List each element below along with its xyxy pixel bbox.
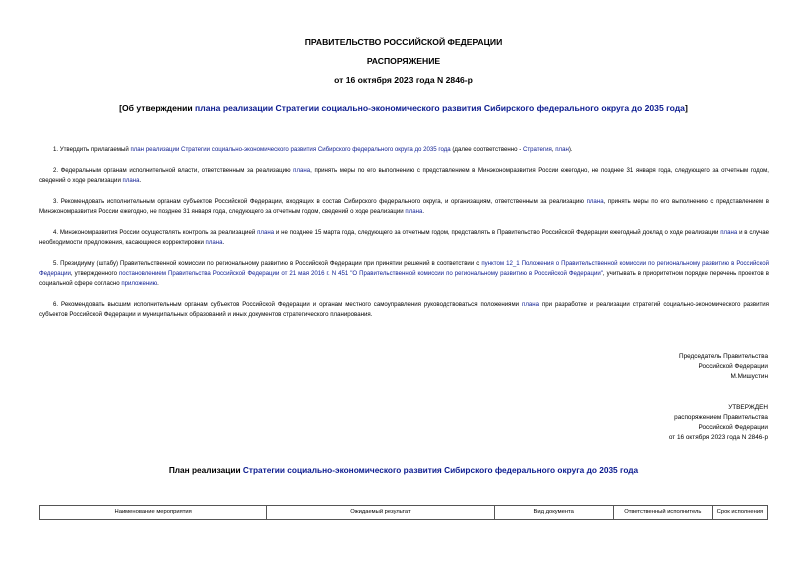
paragraph-5 [39, 259, 769, 289]
column-header-expected-result: Ожидаемый результат [267, 506, 494, 520]
text: , учитывать в приоритетном порядке перечень проектов в социальной сфере согласно [39, 270, 770, 287]
plan-title-prefix: План реализации [168, 465, 243, 475]
text: , принять меры по его выполнению с представлением в Минэкономразвития России ежегодно, не позднее 31 января года, следующего за отчетным годом, сведений о ходе реализации [39, 198, 769, 215]
resolution-link[interactable]: постановлением Правительства Российской Федерации от 21 мая 2016 г. N 451 "О Правительственной комиссии по региональному развитию в Российской Федерации" [119, 270, 603, 277]
document-date-number: от 16 октября 2023 года N 2846-р [334, 75, 473, 85]
text: и не позднее 15 марта года, следующего за отчетным годом, представлять в Правительство Российской Федерации ежегодный доклад о ходе реализации [274, 229, 721, 236]
text: 4. Минэкономразвития России осуществлять контроль за реализацией [53, 229, 258, 236]
paragraph-4 [39, 228, 769, 248]
plan-title-strategy-link[interactable]: Стратегии социально-экономического развития Сибирского федерального округа до 2035 года [242, 465, 639, 475]
table-header-row [40, 506, 768, 520]
document-type-heading: РАСПОРЯЖЕНИЕ [366, 56, 441, 66]
plan-link[interactable]: плана [586, 198, 604, 205]
text: 1. Утвердить прилагаемый [53, 146, 131, 153]
plan-link[interactable]: плана [257, 229, 275, 236]
column-header-activity: Наименование мероприятия [40, 506, 267, 520]
text: при разработке и реализации стратегий социально-экономического развития субъектов Российской Федерации и муниципальных образований и иных документов стратегического планирования. [39, 301, 769, 318]
approved-by: распоряжением Правительства [674, 414, 768, 421]
signature-organization: Российской Федерации [698, 363, 768, 370]
text: (далее соответственно - [450, 146, 523, 153]
paragraph-1 [39, 145, 769, 155]
plan-link[interactable]: плана [522, 301, 540, 308]
approved-label: УТВЕРЖДЕН [728, 404, 768, 411]
text: 2. Федеральным органам исполнительной власти, ответственным за реализацию [53, 167, 294, 174]
title-plan-link[interactable]: плана реализации Стратегии социально-экономического развития Сибирского федерального округа до 2035 года [195, 103, 685, 113]
text: . [422, 208, 425, 215]
text: . [157, 280, 159, 287]
paragraph-2 [39, 166, 769, 186]
text: и в случае необходимости предложения, касающиеся корректировки [39, 229, 769, 246]
paragraph-6 [39, 300, 769, 320]
text: , принять меры по его выполнению с представлением в Минэкономразвития России ежегодно, не позднее 31 января года, следующего за отчетным годом, сведений о ходе реализации [39, 167, 769, 184]
text: 3. Рекомендовать исполнительным органам субъектов Российской Федерации, входящих в состав Сибирского федерального округа, и организациям, ответственным за реализацию [53, 198, 587, 205]
approval-stamp-block [669, 403, 768, 443]
document-title [0, 103, 807, 113]
plan-link[interactable]: план реализации Стратегии социально-экономического развития Сибирского федерального округа до 2035 года [130, 146, 451, 153]
title-suffix: ] [684, 103, 688, 113]
government-heading: ПРАВИТЕЛЬСТВО РОССИЙСКОЙ ФЕДЕРАЦИИ [304, 37, 503, 47]
strategy-link[interactable]: Стратегия [522, 146, 552, 153]
column-header-responsible: Ответственный исполнитель [613, 506, 712, 520]
plan-link[interactable]: план [555, 146, 569, 153]
plan-link[interactable]: плана [122, 177, 140, 184]
text: . [222, 239, 225, 246]
plan-title [0, 465, 807, 475]
signature-name: М.Мишустин [730, 373, 768, 380]
text: , [551, 146, 556, 153]
approved-date: от 16 октября 2023 года N 2846-р [668, 434, 768, 441]
plan-link[interactable]: плана [205, 239, 223, 246]
text: . [139, 177, 142, 184]
paragraph-3 [39, 197, 769, 217]
text: ). [568, 146, 573, 153]
text: , утвержденного [70, 270, 119, 277]
plan-link[interactable]: плана [405, 208, 423, 215]
title-prefix: [Об утверждении [119, 103, 196, 113]
plan-link[interactable]: плана [293, 167, 311, 174]
signature-block [679, 352, 768, 382]
column-header-deadline: Срок исполнения [712, 506, 767, 520]
signature-position: Председатель Правительства [679, 353, 768, 360]
text: 6. Рекомендовать высшим исполнительным органам субъектов Российской Федерации и органам местного самоуправления руководствоваться положениями [53, 301, 523, 308]
plan-table [39, 505, 768, 520]
regulation-clause-link[interactable]: пунктом 12_1 Положения о Правительственной комиссии по региональному развитию в Российской Федерации [39, 260, 769, 277]
plan-link[interactable]: плана [720, 229, 738, 236]
column-header-document-type: Вид документа [494, 506, 613, 520]
approved-organization: Российской Федерации [698, 424, 768, 431]
text: 5. Президиуму (штабу) Правительственной комиссии по региональному развитию в Российской Федерации при принятии решений в соответствии с [53, 260, 482, 267]
appendix-link[interactable]: приложению [121, 280, 158, 287]
